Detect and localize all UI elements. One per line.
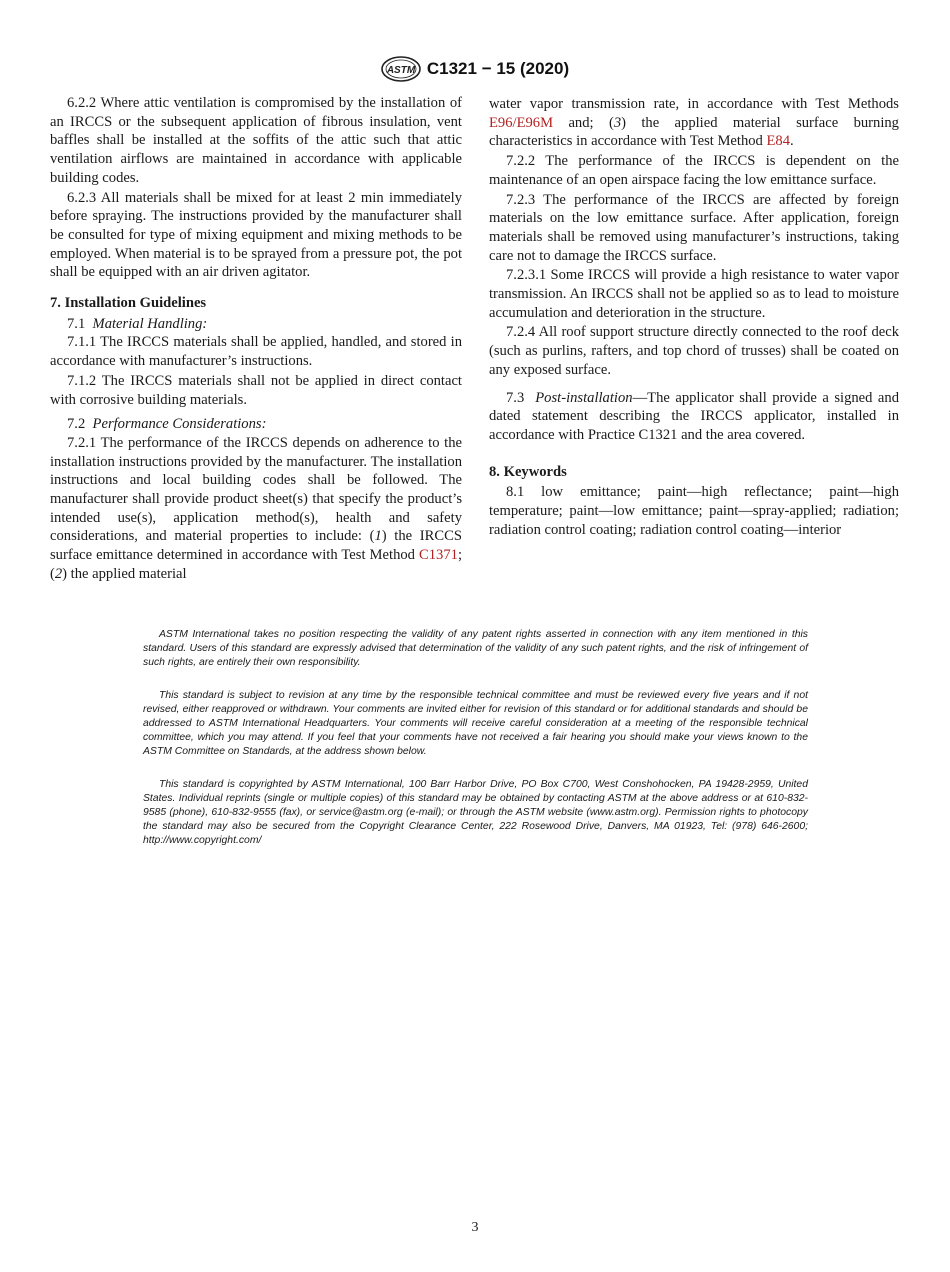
revision-notice xyxy=(143,689,808,759)
section-7-2-1-text: 7.2.1 The performance of the IRCCS depends on adherence to the installation instructions provided by the manufacturer. The installation instructions and local building codes shall be followed. The manufacturer shall provide product sheet(s) that specify the product’s intended use(s), application method(s), health and safety considerations, and material properties to include: ( xyxy=(50,434,462,545)
page-header xyxy=(0,56,950,87)
item-number: 2 xyxy=(54,565,63,582)
continued-text: water vapor transmission rate, in accordance with Test Methods xyxy=(489,96,899,112)
section-7-2-1-text: ; ( xyxy=(50,547,462,582)
right-column xyxy=(489,95,899,539)
page-number: 3 xyxy=(471,1220,479,1235)
reference-link-e84[interactable]: E84 xyxy=(766,133,791,150)
section-7-2-3-1: 7.2.3.1 Some IRCCS will provide a high resistance to water vapor transmission. An IRCCS shall not be applied so as to lead to moisture accumulation and deterioration in the structure. xyxy=(489,267,899,321)
section-6-2-2: 6.2.2 Where attic ventilation is compromised by the installation of an IRCCS or the subsequent application of fibrous insulation, vent baffles shall be installed at the soffits of the attic such that attic ventilation airflows are maintained in accordance with applicable building codes. xyxy=(50,95,462,186)
copyright-notice xyxy=(143,778,808,848)
heading-installation-guidelines: 7. Installation Guidelines xyxy=(50,295,207,312)
continued-text: ) the applied material surface burning characteristics in accordance with Test Method xyxy=(489,114,899,150)
section-7-1-number: 7.1 xyxy=(67,315,86,332)
logo-text: ASTM xyxy=(386,65,416,76)
section-7-2 xyxy=(50,415,462,434)
section-7-2-title: Performance Considerations: xyxy=(92,416,267,433)
reference-link-c1371[interactable]: C1371 xyxy=(419,547,458,564)
section-7-2-3: 7.2.3 The performance of the IRCCS are affected by foreign materials on the low emittance surface. After application, foreign materials shall be removed using manufacturer’s instructions, taking care not to damage the IRCCS surface. xyxy=(489,191,899,264)
section-7-1-2: 7.1.2 The IRCCS materials shall not be applied in direct contact with corrosive building materials. xyxy=(50,372,462,408)
continued-text: . xyxy=(790,133,794,150)
section-7-2-2: 7.2.2 The performance of the IRCCS is dependent on the maintenance of an open airspace facing the low emittance surface. xyxy=(489,153,899,188)
section-7-3 xyxy=(489,389,899,445)
section-7-1-title: Material Handling: xyxy=(92,315,208,332)
document-designation: C1321 − 15 (2020) xyxy=(426,59,570,78)
section-7-2-1-text: ) the IRCCS surface emittance determined in accordance with Test Method xyxy=(50,528,462,564)
continued-text: and; ( xyxy=(553,114,614,131)
section-7-1-1: 7.1.1 The IRCCS materials shall be applied, handled, and stored in accordance with manufacturer’s instructions. xyxy=(50,334,462,370)
copyright-notice-text: This standard is copyrighted by ASTM International, 100 Barr Harbor Drive, PO Box C700, West Conshohocken, PA 19428-2959, United States. Individual reprints (single or multiple copies) of this standard may be obtained by contacting ASTM at the above address or at 610-832-9585 (phone), 610-832-9555 (fax), or service@astm.org (e-mail); or through the ASTM website (www.astm.org). Permission rights to photocopy the standard may also be secured from the Copyright Clearance Center, 222 Rosewood Drive, Danvers, MA 01923, Tel: (978) 646-2600; http://www.copyright.com/ xyxy=(143,779,808,846)
section-7-2-1 xyxy=(50,434,462,584)
section-7-3-number: 7.3 xyxy=(506,389,525,406)
section-7-1 xyxy=(50,315,462,334)
section-7-2-1-continued xyxy=(489,95,899,151)
item-number: 3 xyxy=(613,114,622,131)
section-7-3-title: Post-installation xyxy=(535,389,633,406)
section-6-2-3: 6.2.3 All materials shall be mixed for at least 2 min immediately before spraying. The instructions provided by the manufacturer shall be consulted for type of mixing equipment and mixing methods to be employed. When material is to be sprayed from a pressure pot, the pot shall be equipped with an air driven agitator. xyxy=(50,189,462,281)
patent-notice-text: ASTM International takes no position respecting the validity of any patent rights asserted in connection with any item mentioned in this standard. Users of this standard are expressly advised that determination of the validity of any such patent rights, and the risk of infringement of such rights, are entirely their own responsibility. xyxy=(143,629,808,668)
heading-keywords: 8. Keywords xyxy=(489,463,567,480)
left-column xyxy=(50,94,462,584)
astm-logo-icon xyxy=(381,56,421,82)
reference-link-e96[interactable]: E96/E96M xyxy=(489,114,554,131)
section-7-2-number: 7.2 xyxy=(67,416,86,433)
patent-notice xyxy=(143,628,808,670)
revision-notice-text: This standard is subject to revision at any time by the responsible technical committee and must be reviewed every five years and if not revised, either reapproved or withdrawn. Your comments are invited either for revision of this standard or for additional standards and should be addressed to ASTM International Headquarters. Your comments will receive careful consideration at a meeting of the responsible technical committee, which you may attend. If you feel that your comments have not received a fair hearing you should make your views known to the ASTM Committee on Standards, at the address shown below. xyxy=(143,690,808,757)
item-number: 1 xyxy=(374,528,382,545)
section-7-2-4: 7.2.4 All roof support structure directly connected to the roof deck (such as purlins, rafters, and top chord of trusses) shall be coated on any exposed surface. xyxy=(489,324,899,378)
section-7-3-text: —The applicator shall provide a signed and dated statement describing the IRCCS applicator, installed in accordance with Practice C1321 and the area covered. xyxy=(489,389,900,443)
section-7-2-1-text: ) the applied material xyxy=(62,565,187,582)
section-8-1: 8.1 low emittance; paint—high reflectance; paint—high temperature; paint—low emittance; paint—spray-applied; radiation; radiation control coating; radiation control coating—interior xyxy=(489,484,899,538)
